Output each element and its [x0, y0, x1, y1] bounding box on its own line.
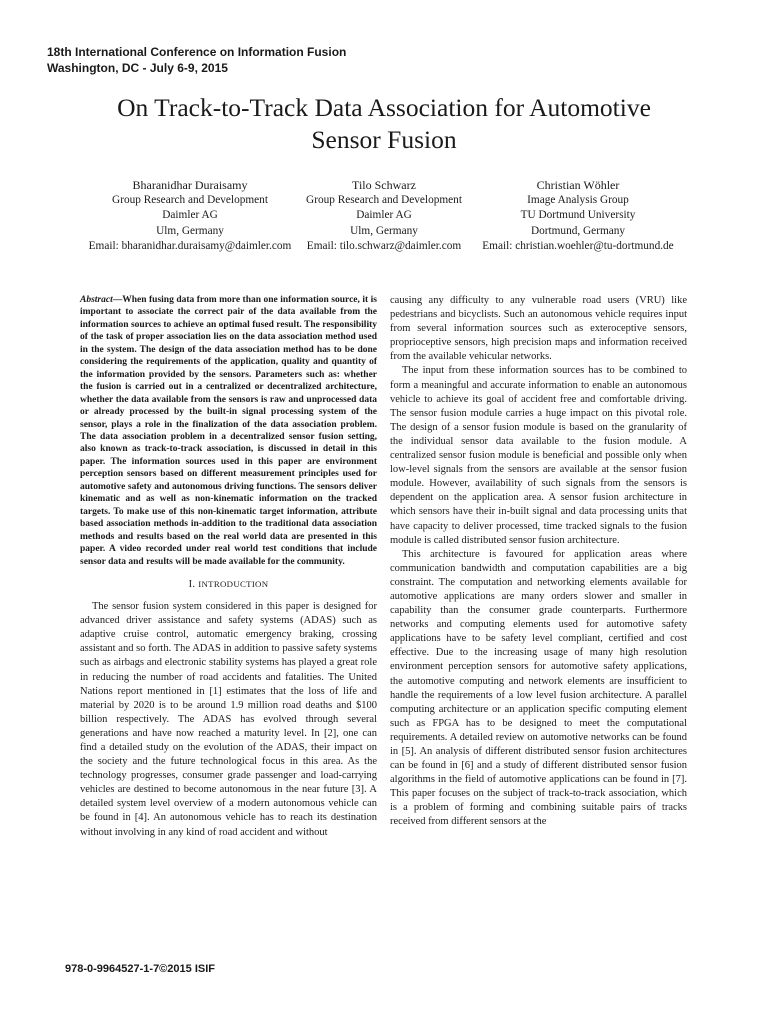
- author-location: Ulm, Germany: [350, 224, 418, 237]
- section-heading: [80, 577, 377, 592]
- paragraph: causing any difficulty to any vulnerable road users (VRU) like pedestrians and bicyclists. Such an autonomous vehicle requires input from several information sources such as exteroceptive sensors, proprioceptive sensors, high precision maps and information received from the available vehicular networks.: [390, 295, 687, 363]
- author-3: [474, 178, 682, 254]
- author-2: [294, 178, 474, 254]
- author-org: TU Dortmund University: [520, 209, 636, 222]
- author-dept: Image Analysis Group: [527, 194, 629, 207]
- right-column: [390, 294, 687, 830]
- left-column: [80, 294, 377, 840]
- author-org: Daimler AG: [356, 209, 412, 222]
- isbn-footer: 978-0-9964527-1-7©2015 ISIF: [65, 963, 215, 975]
- author-org: Daimler AG: [162, 209, 218, 222]
- conference-line-1: 18th International Conference on Information Fusion: [47, 45, 347, 59]
- conference-line-2: Washington, DC - July 6-9, 2015: [47, 61, 228, 75]
- conference-header: [47, 44, 346, 76]
- section-title: INTRODUCTION: [198, 578, 269, 589]
- section-number: I.: [188, 578, 196, 590]
- author-name: Tilo Schwarz: [352, 178, 416, 192]
- author-1: [72, 178, 308, 254]
- abstract: [80, 294, 377, 568]
- author-dept: Group Research and Development: [112, 194, 268, 207]
- author-email: Email: tilo.schwarz@daimler.com: [306, 239, 462, 252]
- abstract-label: Abstract: [80, 295, 113, 305]
- author-location: Dortmund, Germany: [530, 224, 626, 237]
- author-dept: Group Research and Development: [306, 194, 462, 207]
- author-email: Email: bharanidhar.duraisamy@daimler.com: [88, 239, 292, 252]
- paragraph: The input from these information sources has to be combined to form a meaningful and accurate information to enable an autonomous vehicle to achieve its goal of accident free and comfortable driving. The sensor fusion module carries a huge impact on this pivotal role. The design of a sensor fusion module is based on the granularity of the individual sensor data available to the fusion module. A centralized sensor fusion module is beneficial and possible only when low-level signals from the sensors are available at the sensor fusion module. However, availability of such signals from the sensors is dependent on the application area. A sensor fusion architecture in which sensors have their in-built signal and data processing units that have capacity to deliver processed, time tracked signals to the fusion module is called distributed sensor fusion architecture.: [390, 365, 687, 546]
- author-email: Email: christian.woehler@tu-dortmund.de: [482, 239, 674, 252]
- author-name: Bharanidhar Duraisamy: [132, 178, 248, 192]
- abstract-text: —When fusing data from more than one information source, it is important to associate the correct pair of the data available from the information sources to achieve an optimal fused result. The responsibility of the task of proper association lies on the data association method used in the system. The design of the data association method has to be done considering the requirements of the application, quality and quantity of the information provided by the sensors. Parameters such as: whether the fusion is carried out in a centralized or decentralized architecture, whether the data available from the sensors is raw and unprocessed data or already processed by the built-in signal processing system of the sensor, plays a role in the finalization of the data association problem. The data association problem in a decentralized sensor fusion setting, also known as track-to-track association, is discussed in detail in this paper. The information sources used in this paper are environment perception sensors based on different measurement principles used for automotive safety and autonomous driving functions. The sensors deliver kinematic and as well as non-kinematic information on the tracked targets. To make use of this non-kinematic target information, attribute based association methods in-addition to the traditional data association methods and results based on the real world data are presented in this paper. A video recorded under real world test conditions that include sensor data and results will be made available for the community.: [80, 295, 377, 567]
- paragraph: The sensor fusion system considered in this paper is designed for advanced driver assistance and safety systems (ADAS) such as adaptive cruise control, automatic emergency braking, crossing assistant and so forth. The ADAS in addition to passive safety systems such as airbags and electronic stability systems has played a great role in reducing the number of road accidents and fatalities. The United Nations report mentioned in [1] estimates that the loss of life and material by 2020 is to be around 1.9 million road deaths and $100 billion respectively. The ADAS has evolved through several generations and have now reached a maturity level. In [2], one can find a detailed study on the evolution of the ADAS, their impact on the society and the future technological focus in this area. As the technology progresses, consumer grade passenger and load-carrying vehicles are destined to become autonomous in the near future [3]. A detailed system level overview of a modern autonomous vehicle can be found in [4]. An autonomous vehicle has to reach its destination without involving in any kind of road accident and without: [80, 601, 377, 838]
- paper-title: [0, 92, 768, 156]
- title-line-2: Sensor Fusion: [311, 125, 457, 154]
- author-name: Christian Wöhler: [536, 178, 620, 192]
- title-line-1: On Track-to-Track Data Association for Automotive: [117, 93, 651, 122]
- paragraph: This architecture is favoured for application areas where communication bandwidth and computation capabilities are a big constraint. The computation and networking elements available for automotive applications are many orders slower and smaller in capability than the consumer grade counterparts. Furthermore networks and computing elements used for automotive safety applications have to be safety level compliant, certified and cost effective. Due to the increasing usage of many high resolution environment perception sensors for automotive safety applications, the automotive computing and network elements are insufficient to handle the requirements of a low level fusion architecture. A parallel computing architecture or an application specific computing element such as FPGA has to be designed to meet the computational requirements. A detailed review on automotive networks can be found in [5]. An analysis of different distributed sensor fusion architectures can be found in [6] and a study of different distributed sensor fusion algorithms in the field of automotive applications can be found in [7]. This paper focuses on the subject of track-to-track association, which is a problem of forming and combining suitable pairs of tracks received from different sensors at the: [390, 548, 687, 828]
- author-location: Ulm, Germany: [156, 224, 224, 237]
